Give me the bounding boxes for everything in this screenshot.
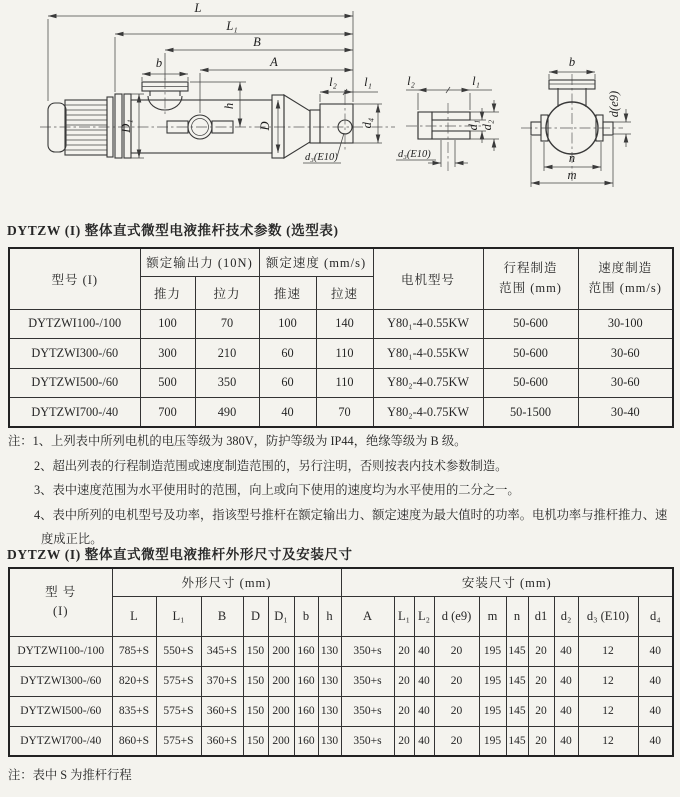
- stroke-range-line2: 范围 (mm): [499, 280, 562, 295]
- cell: 110: [316, 339, 373, 369]
- cell: 40: [554, 696, 578, 726]
- dim-label-d2: d₂: [480, 119, 494, 131]
- col-group-install-dims: 安装尺寸 (mm): [341, 568, 673, 596]
- stroke-note: 注：表中 S 为推杆行程: [8, 768, 132, 782]
- col-header-L2: L₂: [414, 596, 434, 636]
- cell: 345+S: [201, 636, 243, 666]
- cell: 500: [140, 368, 195, 398]
- cell: 195: [479, 636, 506, 666]
- table-row: [9, 398, 673, 428]
- section1-title: DYTZW (I) 整体直式微型电液推杆技术参数 (选型表): [7, 223, 339, 238]
- cell: 50-600: [483, 368, 578, 398]
- cell: 160: [294, 696, 318, 726]
- cell: 130: [318, 696, 341, 726]
- notes-label: 注：: [8, 434, 33, 448]
- side-view: [40, 1, 395, 163]
- cell: 200: [268, 696, 294, 726]
- cell: 150: [243, 636, 268, 666]
- header-row: [9, 248, 673, 276]
- cell: 20: [434, 666, 479, 696]
- cell: 40: [414, 726, 434, 756]
- cell: 195: [479, 666, 506, 696]
- cell: 200: [268, 726, 294, 756]
- dim-label-b: b: [568, 55, 576, 69]
- cell: 150: [243, 696, 268, 726]
- dim-label-L1: L₁: [226, 19, 238, 33]
- dim-label-l1: l₁: [472, 74, 480, 88]
- model-header-line2: (I): [53, 604, 69, 619]
- cell: 550+S: [156, 636, 201, 666]
- col-header-pull-force: 拉力: [195, 276, 259, 309]
- cell: 490: [195, 398, 259, 428]
- cell: 12: [578, 666, 638, 696]
- note-item-2: 2、超出列表的行程制造范围或速度制造范围的，另行注明，否则按表内技术参数制造。: [34, 458, 508, 473]
- cell: 150: [243, 666, 268, 696]
- cell-model: DYTZWI500-/60: [9, 368, 140, 398]
- cell: 160: [294, 666, 318, 696]
- col-header-pull-speed: 拉速: [316, 276, 373, 309]
- speed-range-line2: 范围 (mm/s): [588, 280, 662, 295]
- cell: 40: [554, 636, 578, 666]
- cylinder-body: [131, 100, 272, 153]
- dimensions-table: [8, 567, 674, 757]
- cell: 195: [479, 726, 506, 756]
- col-group-outline-dims: 外形尺寸 (mm): [112, 568, 341, 596]
- specs-table: [8, 247, 674, 428]
- table-row: [9, 696, 673, 726]
- dim-label-l1: l₁: [364, 75, 372, 89]
- col-header-d1: d1: [528, 596, 554, 636]
- col-header-d3-E10: d₃ (E10): [578, 596, 638, 636]
- dim-label-D1: D₁: [119, 119, 133, 133]
- cell: 195: [479, 696, 506, 726]
- cell: 370+S: [201, 666, 243, 696]
- cell: 40: [638, 726, 673, 756]
- stroke-range-line1: 行程制造: [503, 261, 558, 276]
- trunnion-pin-left: [531, 122, 541, 135]
- header-row: [9, 568, 673, 596]
- dim-label-d3: d₃(E10): [398, 149, 431, 160]
- cell: 145: [506, 636, 528, 666]
- rod-end: [320, 104, 353, 143]
- table-row: [9, 339, 673, 369]
- col-header-push-force: 推力: [140, 276, 195, 309]
- cell: 40: [554, 666, 578, 696]
- cell: 20: [528, 696, 554, 726]
- note-item-3: 3、表中速度范围为水平使用时的范围，向上或向下使用的速度均为水平使用的二分之一。: [34, 483, 520, 498]
- cell: 200: [268, 666, 294, 696]
- cell: 360+S: [201, 726, 243, 756]
- note-item-1: [8, 429, 672, 454]
- col-header-A: A: [341, 596, 394, 636]
- cell: 200: [268, 636, 294, 666]
- cell: 575+S: [156, 666, 201, 696]
- cell: 40: [638, 696, 673, 726]
- cell: 360+S: [201, 696, 243, 726]
- cell-model: DYTZWI700-/40: [9, 398, 140, 428]
- cell: 30-100: [578, 309, 673, 339]
- cell: 40: [414, 666, 434, 696]
- col-header-d2: d₂: [554, 596, 578, 636]
- cell: 785+S: [112, 636, 156, 666]
- note-item-4: 4、表中所列的电机型号及功率，指该型号推杆在额定输出力、额定速度为最大值时的功率。电机功率与推杆推力、速度成正比。: [34, 507, 668, 547]
- end-view: [521, 55, 631, 187]
- cell: 820+S: [112, 666, 156, 696]
- cell: 700: [140, 398, 195, 428]
- cell: 20: [394, 696, 414, 726]
- cell: 160: [294, 636, 318, 666]
- col-header-motor-model: 电机型号: [373, 248, 483, 309]
- col-header-model: 型号 (I): [9, 248, 140, 309]
- cell: 350: [195, 368, 259, 398]
- cell: 350+s: [341, 636, 394, 666]
- table-row: [9, 636, 673, 666]
- dim-label-D: D: [258, 121, 272, 131]
- cell: 20: [528, 726, 554, 756]
- cell: 575+S: [156, 696, 201, 726]
- cell: 100: [259, 309, 316, 339]
- cell: 20: [434, 726, 479, 756]
- cell: 130: [318, 666, 341, 696]
- cell: 350+s: [341, 666, 394, 696]
- col-header-stroke-range: [483, 248, 578, 309]
- table-row: [9, 309, 673, 339]
- cell: 20: [528, 636, 554, 666]
- col-header-d4: d₄: [638, 596, 673, 636]
- cell: 860+S: [112, 726, 156, 756]
- cell: 150: [243, 726, 268, 756]
- dim-label-A: A: [270, 55, 278, 69]
- cell: 30-40: [578, 398, 673, 428]
- cell: 140: [316, 309, 373, 339]
- cell: 12: [578, 636, 638, 666]
- cell: 110: [316, 368, 373, 398]
- dim-label-h: h: [222, 102, 236, 110]
- section2-title: DYTZW (I) 整体直式微型电液推杆外形尺寸及安装尺寸: [7, 547, 353, 562]
- col-group-rated-speed: 额定速度 (mm/s): [259, 248, 373, 276]
- col-header-m: m: [479, 596, 506, 636]
- cell: 160: [294, 726, 318, 756]
- table-row: [9, 666, 673, 696]
- cell: 70: [316, 398, 373, 428]
- dim-label-l2: l₂: [329, 75, 337, 89]
- cell-model: DYTZWI300-/60: [9, 339, 140, 369]
- col-group-rated-force: 额定输出力 (10N): [140, 248, 259, 276]
- motor-end-cap: [48, 103, 66, 152]
- front-cone: [284, 95, 310, 158]
- table-row: [9, 368, 673, 398]
- col-header-D1: D₁: [268, 596, 294, 636]
- cell: 40: [414, 696, 434, 726]
- cell-model: DYTZWI500-/60: [9, 696, 112, 726]
- dim-label-b: b: [155, 56, 163, 70]
- col-header-L: L: [112, 596, 156, 636]
- cell: 12: [578, 696, 638, 726]
- col-header-model: [9, 568, 112, 636]
- cell: Y80₁-4-0.55KW: [373, 339, 483, 369]
- cell: 30-60: [578, 339, 673, 369]
- dim-label-d3: d₃(E10): [305, 152, 338, 163]
- cell: 50-600: [483, 339, 578, 369]
- cell-model: DYTZWI700-/40: [9, 726, 112, 756]
- cell: 100: [140, 309, 195, 339]
- cell: Y80₁-4-0.55KW: [373, 309, 483, 339]
- col-header-speed-range: [578, 248, 673, 309]
- table-row: [9, 726, 673, 756]
- dim-label-B: B: [253, 35, 261, 49]
- dim-label-m: m: [567, 168, 577, 182]
- cell: 50-600: [483, 309, 578, 339]
- dim-label-l2: l₂: [407, 74, 415, 88]
- cell: 60: [259, 368, 316, 398]
- cell: 12: [578, 726, 638, 756]
- col-header-h: h: [318, 596, 341, 636]
- dim-label-L: L: [194, 1, 202, 15]
- cell: 40: [638, 666, 673, 696]
- cell: Y80₂-4-0.75KW: [373, 368, 483, 398]
- cell: 145: [506, 696, 528, 726]
- cell-model: DYTZWI100-/100: [9, 309, 140, 339]
- col-header-D: D: [243, 596, 268, 636]
- col-header-B: B: [201, 596, 243, 636]
- cell: 20: [394, 666, 414, 696]
- cell: 145: [506, 666, 528, 696]
- note-text: 1、上列表中所列电机的电压等级为 380V，防护等级为 IP44，绝缘等级为 B 级。: [32, 434, 467, 448]
- col-header-L1: L₁: [156, 596, 201, 636]
- cell: 30-60: [578, 368, 673, 398]
- cell: 20: [434, 696, 479, 726]
- cell: 300: [140, 339, 195, 369]
- fork-detail-view: [396, 74, 499, 171]
- cell-model: DYTZWI100-/100: [9, 636, 112, 666]
- dim-label-de9: d(e9): [607, 90, 621, 118]
- speed-range-line1: 速度制造: [598, 261, 653, 276]
- dim-label-n: n: [568, 151, 576, 165]
- cell: 210: [195, 339, 259, 369]
- cell: 20: [434, 636, 479, 666]
- technical-drawing: [0, 0, 680, 215]
- trunnion-pin-right: [603, 122, 613, 135]
- motor-fins: [65, 100, 107, 155]
- cell: 835+S: [112, 696, 156, 726]
- col-header-b: b: [294, 596, 318, 636]
- cell: 40: [638, 636, 673, 666]
- cell: 350+s: [341, 696, 394, 726]
- col-header-push-speed: 推速: [259, 276, 316, 309]
- dim-label-d4: d₄: [360, 117, 374, 129]
- cell: 60: [259, 339, 316, 369]
- cell: 40: [259, 398, 316, 428]
- cell-model: DYTZWI300-/60: [9, 666, 112, 696]
- col-header-L1-install: L₁: [394, 596, 414, 636]
- cell: 130: [318, 636, 341, 666]
- cell: 40: [554, 726, 578, 756]
- col-header-n: n: [506, 596, 528, 636]
- cell: 20: [394, 726, 414, 756]
- dim-label-d1: d₁: [466, 119, 480, 131]
- cell: 20: [394, 636, 414, 666]
- cell: 350+s: [341, 726, 394, 756]
- model-header-line1: 型 号: [45, 584, 77, 599]
- cell: 70: [195, 309, 259, 339]
- cell: 50-1500: [483, 398, 578, 428]
- col-header-d-e9: d (e9): [434, 596, 479, 636]
- cell: 130: [318, 726, 341, 756]
- notes-list: [8, 429, 672, 552]
- cell: 20: [528, 666, 554, 696]
- cell: 145: [506, 726, 528, 756]
- cell: Y80₂-4-0.75KW: [373, 398, 483, 428]
- cell: 575+S: [156, 726, 201, 756]
- cell: 40: [414, 636, 434, 666]
